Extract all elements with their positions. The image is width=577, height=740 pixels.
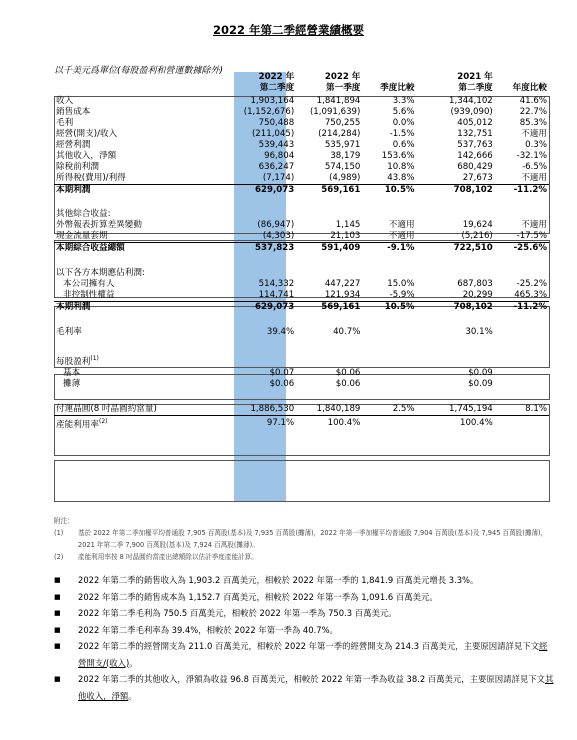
bullet-icon: ■ — [54, 675, 61, 683]
table-row: 毛利 750,488 750,255 0.0% 405,012 85.3% — [56, 118, 547, 128]
table-row: 銷售成本 (1,152,676) (1,091,639) 5.6% (939,090) 22.7% — [56, 107, 547, 117]
list-item: ■ 2022 年第二季毛利率為 39.4%，相較於 2022 年第一季為 40.7%。 — [54, 622, 554, 639]
header-q1-2022: 2022 年 第一季度 — [324, 72, 361, 93]
header-row — [54, 72, 549, 94]
footnote: (1) 基於 2022 年第二季加權平均普通股 7,905 百萬股(基本)及 7,935 百萬股(攤薄)，2022 年第一季加權平均普通股 7,904 百萬股(基本)及 7,945 百萬股(攤薄)，2021 年第二季 7,900 百萬股(基本)及 7,924 百萬股(攤薄)。 — [54, 529, 548, 549]
list-item: ■ 2022 年第二季的其他收入，淨額為收益 96.8 百萬美元，相較於 2022 年第一季為收益 38.2 百萬美元，主要原因請詳見下文其他收入，淨額。 — [54, 671, 554, 704]
table-row: 攤薄 $0.06 $0.06 $0.09 — [63, 378, 493, 389]
table-row-heading: 每股盈利$^{(1)}$ — [56, 355, 99, 367]
financial-summary-table — [54, 72, 549, 431]
table-row: 非控制性權益 114,741 121,934 -5.9% 20,299 465.3% — [54, 290, 549, 302]
table-row: 除稅前利潤 636,247 574,150 10.8% 680,429 -6.5% — [56, 162, 547, 172]
unit-note: 以千美元爲單位(每股盈利和營運數據除外) — [54, 66, 224, 76]
table-row: 現金流量套期 (4,303) 21,103 不適用 (5,216) -17.5% — [56, 231, 547, 241]
list-item: ■ 2022 年第二季毛利為 750.5 百萬美元，相較於 2022 年第一季為 750.3 百萬美元。 — [54, 605, 554, 622]
table-row-total: 本期利潤 629,073 569,161 10.5% 708,102 -11.2% — [56, 302, 547, 312]
table-row: 外幣報表折算差異變動 (86,947) 1,145 不適用 19,624 不適用 — [56, 220, 547, 230]
bullet-icon: ■ — [54, 576, 61, 584]
table-row-total: 本期利潤 629,073 569,161 10.5% 708,102 -11.2% — [56, 185, 547, 195]
header-q2-2022: 2022 年 第二季度 — [258, 72, 295, 93]
list-item: ■ 2022 年第二季的銷售收入為 1,903.2 百萬美元，相較於 2022 年第一季的 1,841.9 百萬美元增長 3.3%。 — [54, 572, 554, 589]
bullet-icon: ■ — [54, 592, 61, 601]
list-item: ■ 2022 年第二季的銷售成本為 1,152.7 百萬美元，相較於 2022 年第一季為 1,091.6 百萬美元。 — [54, 589, 554, 606]
cross-reference-link[interactable]: 其他收入，淨額 — [78, 674, 554, 701]
table-row: 經營(開支)/收入 (211,045) (214,284) -1.5% 132,751 不適用 — [56, 129, 547, 139]
list-item: ■ 2022 年第二季的經營開支為 211.0 百萬美元，相較於 2022 年第一季的經營開支為 214.3 百萬美元，主要原因請詳見下文經營開支/(收入)。 — [54, 638, 554, 671]
table-row-heading: 以下各方本期應佔利潤: — [56, 268, 145, 278]
cross-reference-link[interactable]: 經營開支/(收入) — [78, 641, 548, 668]
footnotes-heading: 附注： — [54, 517, 74, 525]
table-row: 付運晶圓(8 吋晶圓約當量) 1,886,530 1,840,189 2.5% 1,745,194 8.1% — [56, 403, 547, 414]
footnote: (2) 產能利用率按 8 吋晶圓約當產出總額除以估計季度產能計算。 — [54, 553, 258, 561]
bullet-icon: ■ — [54, 625, 61, 634]
bullet-icon: ■ — [54, 609, 61, 617]
table-row: 經營利潤 539,443 535,971 0.6% 537,763 0.3% — [56, 140, 547, 150]
table-row: 本公司擁有人 514,332 447,227 15.0% 687,803 -25.2% — [63, 279, 547, 289]
table-row: 毛利率 39.4% 40.7% 30.1% — [56, 327, 493, 337]
table-row: 其他收入，淨額 96,804 38,179 153.6% 142,666 -32.1% — [56, 151, 547, 161]
table-row-total: 本期綜合收益總額 537,823 591,409 -9.1% 722,510 -25.6% — [56, 243, 547, 253]
table-row: 基本 $0.07 $0.06 $0.09 — [63, 367, 493, 378]
header-q2-2021: 2021 年 第二季度 — [457, 72, 493, 93]
table-row: 所得稅(費用)/利得 (7,174) (4,989) 43.8% 27,673 不適用 — [56, 173, 547, 183]
highlights-list — [54, 572, 554, 704]
page-title: 2022 年第二季經營業績概要 — [212, 23, 364, 37]
bullet-icon: ■ — [54, 642, 61, 650]
table-row: 產能利用率$^{(2)}$ 97.1% 100.4% 100.4% — [56, 417, 493, 430]
header-yoy: 年度比較 — [512, 83, 547, 93]
table-row-heading: 其他綜合收益: — [56, 209, 111, 219]
footnotes — [54, 515, 554, 563]
section-box-operations — [54, 460, 550, 502]
header-qoq: 季度比較 — [380, 83, 415, 93]
table-row: 收入 1,903,164 1,841,894 3.3% 1,344,102 41.6% — [56, 96, 547, 106]
